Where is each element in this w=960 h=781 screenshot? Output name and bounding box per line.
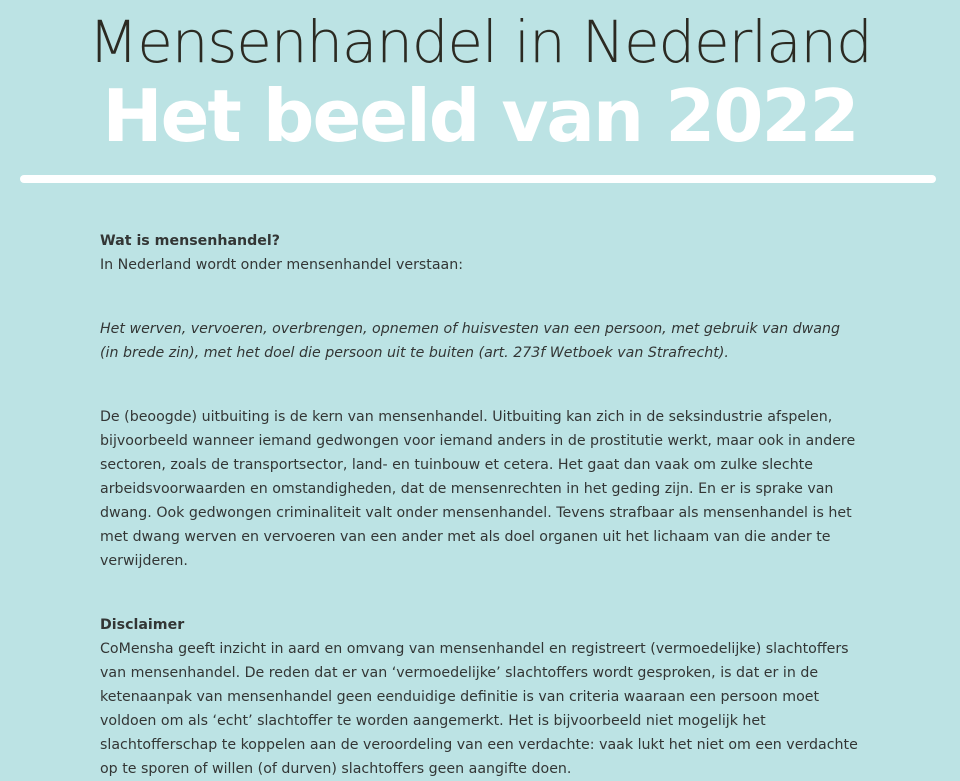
section-intro-what: In Nederland wordt onder mensenhandel verstaan: <box>100 257 464 273</box>
spacer <box>100 365 860 405</box>
page-subtitle: Het beeld van 2022 <box>102 74 858 158</box>
spacer <box>100 573 860 613</box>
page-title: Mensenhandel in Nederland <box>88 8 872 76</box>
spacer <box>100 277 860 317</box>
section-body-disclaimer: CoMensha geeft inzicht in aard en omvang van mensenhandel en registreert (vermoedelijke) slachtoffers van mensenhandel. De reden dat er van ‘vermoedelijke’ slachtoffers wordt gesproken, is dat er in de ketenaanpak van mensenhandel geen eenduidige definitie is van criteria waaraan een persoon moet voldoen om als ‘echt’ slachtoffer te worden aangemerkt. Het is bijvoorbeeld niet mogelijk het slachtofferschap te koppelen aan de veroordeling van een verdachte: vaak lukt het niet om een verdachte op te sporen of willen (of durven) slachtoffers geen aangifte doen. <box>100 641 858 777</box>
section-heading-what: Wat is mensenhandel? <box>100 233 281 249</box>
main-content <box>100 229 860 781</box>
definition-quote: Het werven, vervoeren, overbrengen, opnemen of huisvesten van een persoon, met gebruik van dwang (in brede zin), met het doel die persoon uit te buiten (art. 273f Wetboek van Strafrecht). <box>100 321 840 361</box>
section-heading-disclaimer: Disclaimer <box>100 617 185 633</box>
header-divider <box>20 175 936 183</box>
section-body-what: De (beoogde) uitbuiting is de kern van mensenhandel. Uitbuiting kan zich in de seksindustrie afspelen, bijvoorbeeld wanneer iemand gedwongen voor iemand anders in de prostitutie werkt, maar ook in andere sectoren, zoals de transportsector, land- en tuinbouw et cetera. Het gaat dan vaak om zulke slechte arbeidsvoorwaarden en omstandigheden, dat de mensenrechten in het geding zijn. En er is sprake van dwang. Ook gedwongen criminaliteit valt onder mensenhandel. Tevens strafbaar als mensenhandel is het met dwang werven en vervoeren van een ander met als doel organen uit het lichaam van die ander te verwijderen. <box>100 409 856 569</box>
